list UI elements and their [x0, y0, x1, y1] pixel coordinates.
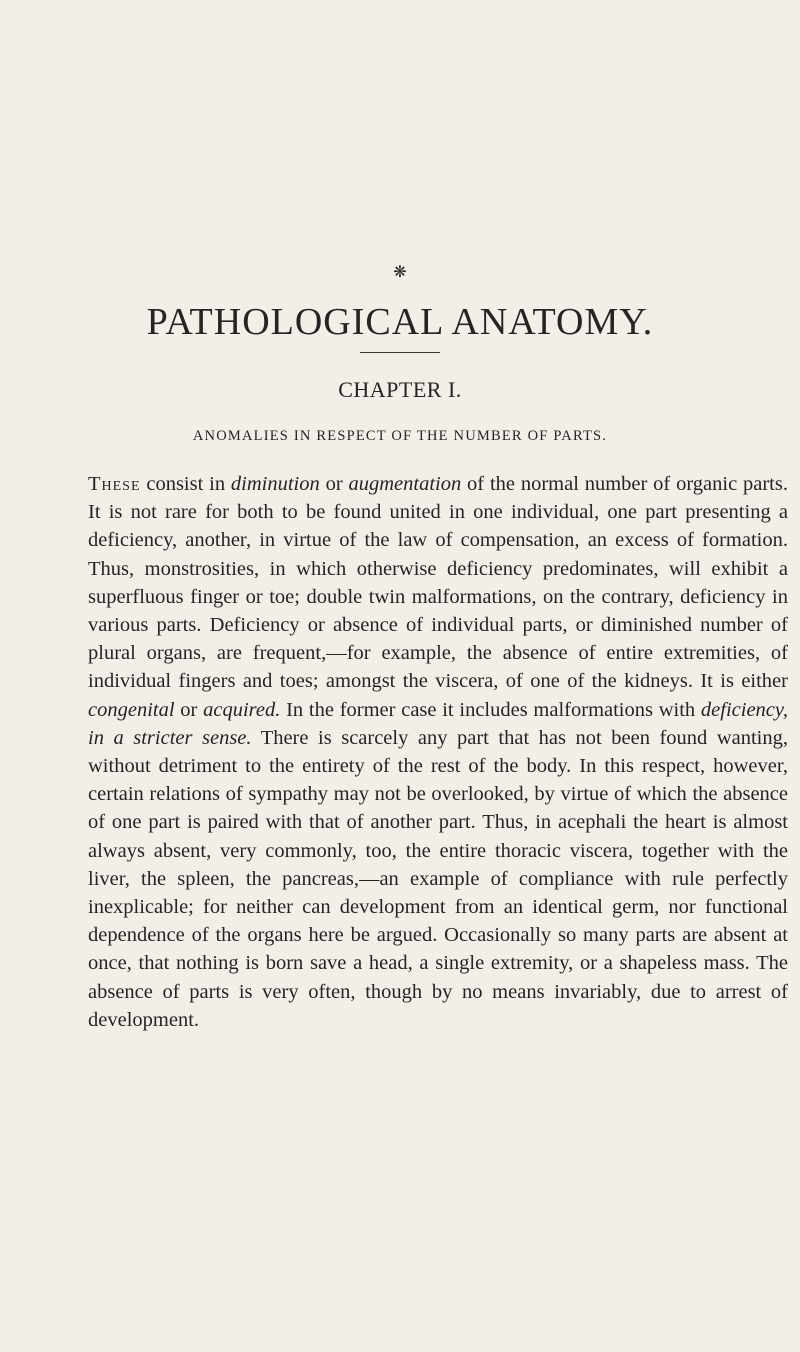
title-divider	[360, 352, 440, 353]
text-run: or	[174, 698, 204, 721]
page-title: PATHOLOGICAL ANATOMY.	[146, 301, 654, 343]
italic-term: acquired.	[203, 698, 281, 721]
text-run: There is scarcely any part that has not been found wanting, without detriment to the entirety of the rest of the body. In this respect, however, certain relations of sympathy may not be overlooked, by virtue of which the absence of one part is paired with that of another part. Thus, in acephali the heart is almost always absent, very commonly, too, the entire thoracic viscera, together with the liver, the spleen, the pancreas,—an example of compliance with rule perfectly inexplicable; for neither can development from an identical germ, nor functional dependence of the organs here be argued. Occasionally so many parts are absent at once, that nothing is born save a head, a single extremity, or a shapeless mass. The absence of parts is very often, though by no means invariably, due to arrest of development.	[88, 726, 788, 1031]
text-run: In the former case it includes malformations with	[280, 698, 701, 721]
italic-term: deficiency, in a stricter sense.	[88, 698, 788, 749]
lead-word: These	[88, 473, 141, 495]
italic-term: congenital	[88, 698, 175, 721]
italic-term: augmentation	[348, 473, 462, 495]
text-run: or	[319, 473, 349, 495]
italic-term: diminution	[230, 473, 320, 495]
body-paragraph	[88, 470, 788, 1034]
chapter-heading: CHAPTER I.	[338, 377, 462, 402]
ornament-mark: ❋	[393, 264, 407, 281]
text-run: of the normal number of organic parts. It is not rare for both to be found united in one individual, one part presenting a deficiency, another, in virtue of the law of compensation, an excess of formation. Thus, monstrosities, in which otherwise deficiency predominates, will exhibit a superfluous finger or toe; double twin malformations, on the contrary, deficiency in various parts. Deficiency or absence of individual parts, or diminished number of plural organs, are frequent,—for example, the absence of entire extremities, of individual fingers and toes; amongst the viscera, of one of the kidneys. It is either	[88, 473, 788, 693]
text-run: consist in	[140, 473, 231, 495]
chapter-subtitle: ANOMALIES IN RESPECT OF THE NUMBER OF PARTS.	[192, 428, 608, 444]
